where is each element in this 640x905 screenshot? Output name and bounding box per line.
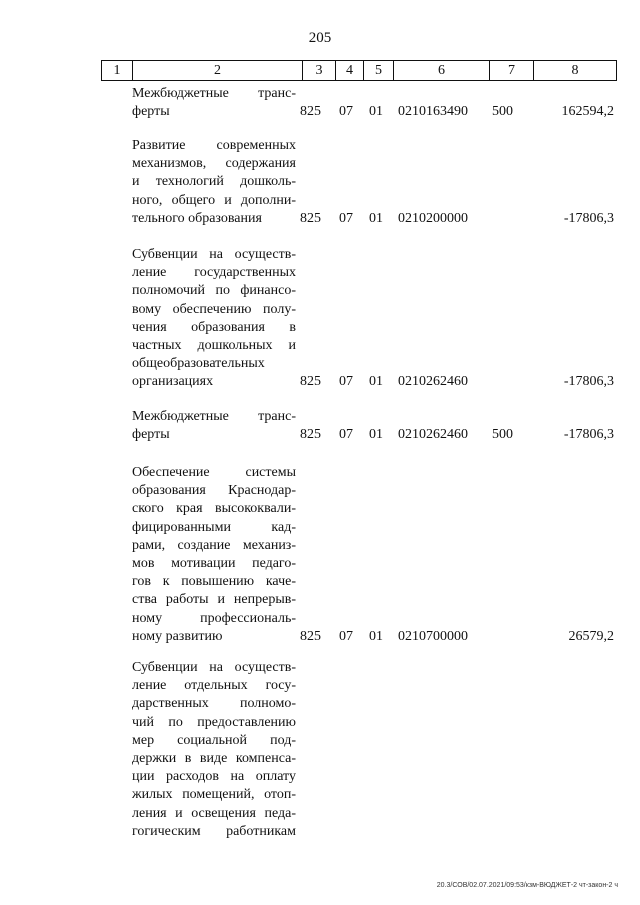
row-name-line: полномочий по финансо- <box>132 283 296 299</box>
cell-col6: 0210262460 <box>398 427 468 442</box>
cell-col3: 825 <box>300 211 321 226</box>
row-name-line: ного, общего и дополни- <box>132 192 296 208</box>
column-header-8: 8 <box>571 63 579 78</box>
row-name-line: и технологий дошколь- <box>132 174 296 190</box>
row-name-line: фицированными кад- <box>132 519 296 535</box>
cell-col8: -17806,3 <box>563 211 614 226</box>
cell-col8: -17806,3 <box>563 374 614 389</box>
row-name-line: чения образования в <box>132 319 296 335</box>
document-footer: 20.3/СОВ/02.07.2021/09:53/кзм-ВЮДЖЕТ-2 чт-закон-2 ч <box>436 882 618 889</box>
row-name <box>132 408 296 444</box>
row-name-line: жилых помещений, отоп- <box>132 787 296 803</box>
cell-col5: 01 <box>369 629 383 644</box>
column-header-4: 4 <box>336 61 364 80</box>
row-name-line: ферты <box>132 104 170 120</box>
row-name <box>132 85 296 121</box>
row-name-line: ферты <box>132 427 170 443</box>
cell-col8: 26579,2 <box>568 629 614 644</box>
row-name-line: дарственных полномо- <box>132 696 296 712</box>
column-header-2: 2 <box>133 61 303 80</box>
row-name <box>132 464 296 646</box>
cell-col6: 0210200000 <box>398 211 468 226</box>
row-name-line: гогическим работникам <box>132 823 296 839</box>
cell-col3: 825 <box>300 374 321 389</box>
cell-col5: 01 <box>369 374 383 389</box>
row-name <box>132 659 296 841</box>
row-name-line: тельного образования <box>132 210 262 226</box>
row-name-line: держки в виде компенса- <box>132 751 296 767</box>
column-header-6: 6 <box>394 61 490 80</box>
row-name-line: рами, создание механиз- <box>132 537 296 553</box>
row-name-line: чий по предоставлению <box>132 714 296 730</box>
cell-col5: 01 <box>369 104 383 119</box>
row-name-line: общеобразовательных <box>132 356 265 372</box>
row-name-line: ление отдельных госу- <box>132 678 296 694</box>
cell-col8: -17806,3 <box>563 427 614 442</box>
cell-col4: 07 <box>339 104 353 119</box>
row-name-line: Межбюджетные транс- <box>132 409 296 424</box>
row-name <box>132 246 296 392</box>
row-name-line: ского края высококвали- <box>132 501 296 517</box>
cell-col6: 0210262460 <box>398 374 468 389</box>
row-name-line: вому обеспечению полу- <box>132 301 296 317</box>
row-name-line: ства работы и непрерыв- <box>132 592 296 608</box>
cell-col3: 825 <box>300 629 321 644</box>
row-name-line: ции расходов на оплату <box>132 769 296 785</box>
cell-col4: 07 <box>339 374 353 389</box>
column-header-7: 7 <box>490 61 534 80</box>
cell-col6: 0210700000 <box>398 629 468 644</box>
row-name-line: образования Краснодар- <box>132 483 296 499</box>
cell-col6: 0210163490 <box>398 104 468 119</box>
cell-col4: 07 <box>339 211 353 226</box>
column-header-3: 3 <box>303 61 336 80</box>
row-name-line: ному развитию <box>132 628 223 644</box>
row-name-line: ление государственных <box>132 265 296 281</box>
column-header-5: 5 <box>364 61 394 80</box>
cell-col8: 162594,2 <box>561 104 614 119</box>
row-name-line: механизмов, содержания <box>132 156 296 172</box>
row-name-line: гов к повышению каче- <box>132 574 296 590</box>
row-name-line: ному профессиональ- <box>132 610 296 626</box>
cell-col4: 07 <box>339 427 353 442</box>
row-name-line: частных дошкольных и <box>132 338 296 354</box>
cell-col7: 500 <box>492 104 513 119</box>
cell-col5: 01 <box>369 427 383 442</box>
cell-col3: 825 <box>300 427 321 442</box>
row-name-line: Межбюджетные транс- <box>132 86 296 101</box>
cell-col5: 01 <box>369 211 383 226</box>
row-name-line: мер социальной под- <box>132 732 296 748</box>
row-name-line: Обеспечение системы <box>132 465 296 480</box>
row-name-line: Субвенции на осуществ- <box>132 660 296 675</box>
row-name-line: организациях <box>132 374 214 390</box>
row-name-line: ления и освещения педа- <box>132 805 296 821</box>
cell-col7: 500 <box>492 427 513 442</box>
cell-col3: 825 <box>300 104 321 119</box>
row-name-line: Развитие современных <box>132 138 296 153</box>
row-name-line: Субвенции на осуществ- <box>132 247 296 262</box>
column-header-1: 1 <box>102 61 133 80</box>
cell-col4: 07 <box>339 629 353 644</box>
row-name <box>132 137 296 228</box>
row-name-line: мов мотивации педаго- <box>132 556 296 572</box>
table-header <box>101 60 617 81</box>
page-number: 205 <box>308 30 332 46</box>
